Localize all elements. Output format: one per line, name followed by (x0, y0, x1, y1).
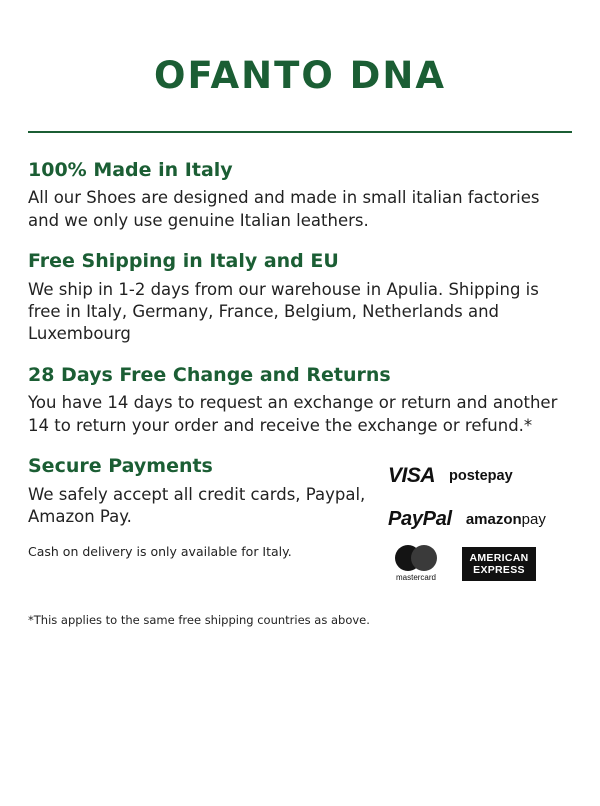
mastercard-circles (395, 545, 437, 571)
visa-icon: VISA (388, 463, 436, 487)
section-made-in-italy (28, 159, 572, 232)
section-free-returns (28, 364, 572, 437)
american-express-icon (462, 547, 536, 581)
section-body: All our Shoes are designed and made in small italian factories and we only use genuine Italian leathers. (28, 188, 540, 230)
payments-text-block (28, 455, 388, 561)
section-free-shipping (28, 250, 572, 346)
amazon-label: amazon (465, 511, 522, 529)
amazon-pay-icon (466, 511, 546, 528)
payment-logo-row-3 (388, 549, 572, 583)
section-secure-payments (28, 455, 572, 593)
payment-logo-row-2 (388, 505, 572, 535)
section-heading: 100% Made in Italy (28, 158, 233, 181)
amex-line-1: AMERICAN (469, 551, 529, 564)
amex-line-2: EXPRESS (473, 563, 525, 576)
paypal-icon: PayPal (388, 508, 452, 531)
page-title: OFANTO DNA (154, 54, 446, 97)
mastercard-label: mastercard (395, 573, 436, 583)
header-divider (28, 131, 572, 133)
cash-on-delivery-note: Cash on delivery is only available for Italy. (28, 544, 292, 560)
section-heading: Free Shipping in Italy and EU (28, 250, 339, 273)
section-body: We ship in 1-2 days from our warehouse in Apulia. Shipping is free in Italy, Germany, France, Belgium, Netherlands and Luxembourg (28, 279, 539, 344)
mastercard-icon (388, 545, 444, 582)
postepay-icon: postepay (449, 467, 513, 484)
mastercard-circle-right (411, 545, 437, 571)
payment-logos (388, 461, 572, 593)
section-heading: Secure Payments (28, 454, 213, 477)
section-heading: 28 Days Free Change and Returns (28, 363, 391, 386)
ofanto-dna-page (0, 56, 600, 806)
section-body: We safely accept all credit cards, Paypal, Amazon Pay. (28, 484, 366, 526)
section-body: You have 14 days to request an exchange or return and another 14 to return your order and receive the exchange or refund.* (28, 393, 558, 435)
footnote: *This applies to the same free shipping countries as above. (28, 612, 370, 627)
amazon-pay-label: pay (521, 511, 546, 529)
payment-logo-row-1 (388, 461, 572, 491)
